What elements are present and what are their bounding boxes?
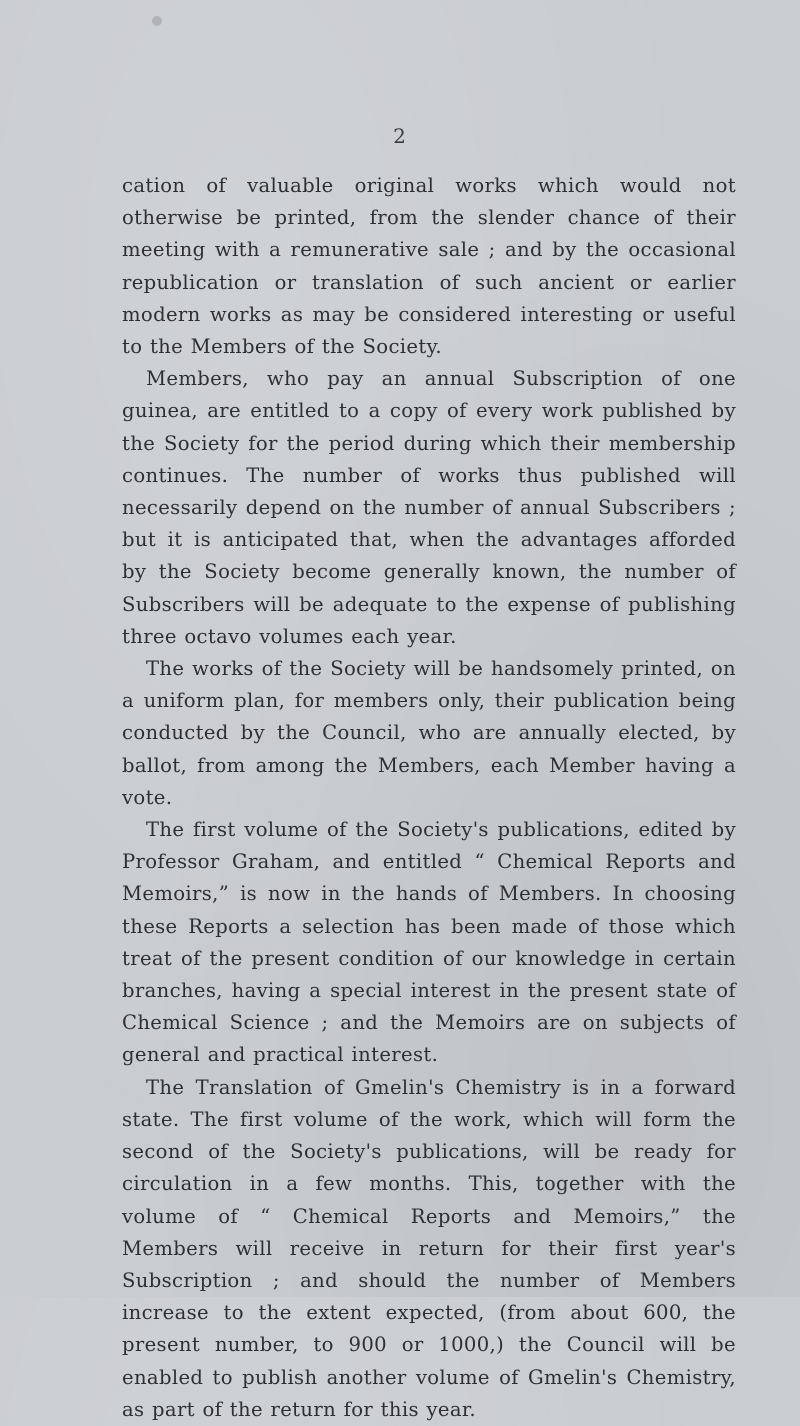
paper-speck bbox=[152, 16, 162, 26]
paragraph-works: The works of the Society will be handsomely printed, on a uniform plan, for members only, their publication being conducted by the Council, who are annually elected, by ballot, from among the Members, each Member having a vote. bbox=[122, 657, 736, 809]
body-text bbox=[122, 170, 736, 1426]
paragraph-membership: Members, who pay an annual Subscription of one guinea, are entitled to a copy of every work published by the Society for the period during which their membership continues. The number of works thus published will necessarily depend on the number of annual Subscribers ; but it is anticipated that, when the advantages afforded by the Society become generally known, the number of Subscribers will be adequate to the expense of publishing three octavo volumes each year. bbox=[122, 367, 736, 648]
paragraph-continuation: cation of valuable original works which would not otherwise be printed, from the slender chance of their meeting with a remunerative sale ; and by the occasional republication or translation of such ancient or earlier modern works as may be considered interesting or useful to the Members of the Society. bbox=[122, 174, 736, 359]
page-number: 2 bbox=[393, 124, 407, 148]
paragraph-first-volume: The first volume of the Society's publications, edited by Professor Graham, and entitled “ Chemical Reports and Memoirs,” is now in the hands of Members. In choosing these Reports a selection has been made of those which treat of the present condition of our knowledge in certain branches, having a special interest in the present state of Chemical Science ; and the Memoirs are on subjects of general and practical interest. bbox=[122, 818, 736, 1067]
paragraph-translation: The Translation of Gmelin's Chemistry is in a forward state. The first volume of the work, which will form the second of the Society's publications, will be ready for circulation in a few months. This, together with the volume of “ Chemical Reports and Memoirs,” the Members will receive in return for their first year's Subscription ; and should the number of Members increase to the extent expected, (from about 600, the present number, to 900 or 1000,) the Council will be enabled to publish another volume of Gmelin's Chemistry, as part of the return for this year. bbox=[122, 1075, 736, 1421]
